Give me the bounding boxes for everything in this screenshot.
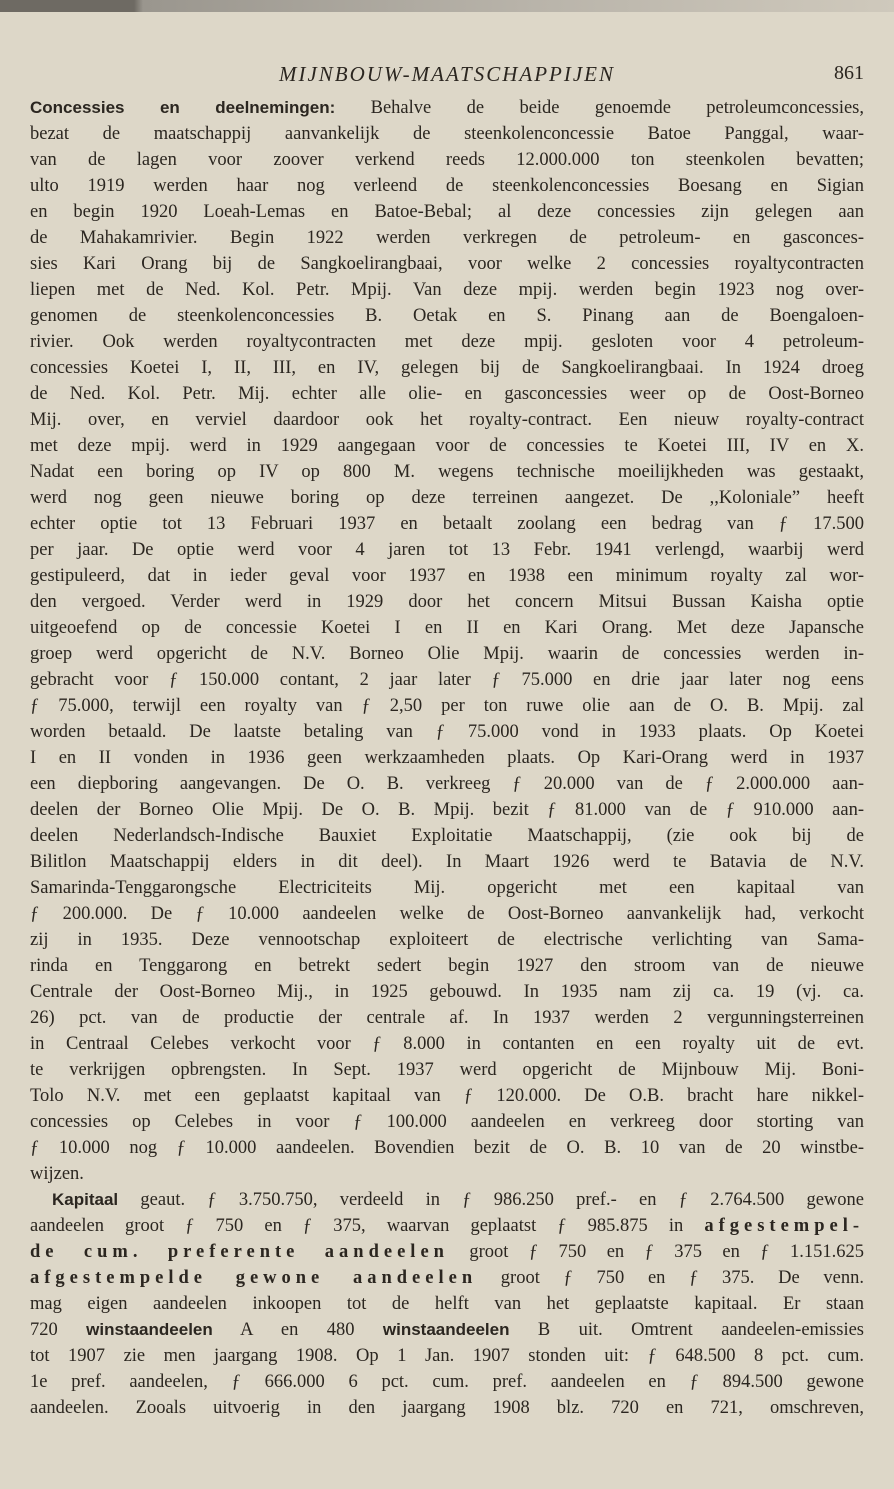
text-segment: van de lagen voor zoover verkend reeds 12.000.000 ton steenkolen bevatten; [30,150,864,170]
text-segment: groot ƒ 750 en ƒ 375. De venn. [477,1268,864,1288]
text-line [30,719,864,745]
text-line [30,771,864,797]
text-line [30,615,864,641]
text-segment: werd nog geen nieuwe boring op deze terreinen aangezet. De ,,Koloniale” heeft [30,488,864,508]
text-segment: genomen de steenkolenconcessies B. Oetak en S. Pinang aan de Boengaloen- [30,306,864,326]
text-line [30,901,864,927]
text-line [30,1291,864,1317]
text-line [30,641,864,667]
text-line [30,355,864,381]
text-segment: A en 480 [212,1320,383,1340]
text-line [30,979,864,1005]
text-segment: aandeelen groot ƒ 750 en ƒ 375, waarvan geplaatst ƒ 985.875 in [30,1216,705,1236]
text-line [30,381,864,407]
text-line [30,1005,864,1031]
text-line [30,563,864,589]
text-segment: Nadat een boring op IV op 800 M. wegens technische moeilijkheden was gestaakt, [30,462,864,482]
text-segment: rivier. Ook werden royaltycontracten met deze mpij. gesloten voor 4 petroleum- [30,332,864,352]
text-segment: aandeelen. Zooals uitvoerig in den jaargang 1908 blz. 720 en 721, omschreven, [30,1398,864,1418]
text-segment: 720 [30,1320,87,1340]
spaced-term: afgestempelde gewone aandeelen [30,1268,478,1288]
spaced-term: afgestempel- [704,1216,864,1236]
text-segment: per jaar. De optie werd voor 4 jaren tot 13 Febr. 1941 verlengd, waarbij werd [30,540,864,560]
text-segment: gestipuleerd, dat in ieder geval voor 1937 en 1938 een minimum royalty zal wor- [30,566,864,586]
text-segment: gebracht voor ƒ 150.000 contant, 2 jaar later ƒ 75.000 en drie jaar later nog eens [30,670,864,690]
text-segment: I en II vonden in 1936 geen werkzaamheden plaats. Op Kari-Orang werd in 1937 [30,748,864,768]
text-line [30,303,864,329]
text-line [30,745,864,771]
text-segment: een diepboring aangevangen. De O. B. verkreeg ƒ 20.000 van de ƒ 2.000.000 aan- [30,774,864,794]
text-line [30,1369,864,1395]
spaced-term: de cum. preferente aandeelen [30,1242,449,1262]
text-segment: Bilitlon Maatschappij elders in dit deel). In Maart 1926 werd te Batavia de N.V. [30,852,864,872]
text-line [30,953,864,979]
text-segment: met deze mpij. werd in 1929 aangegaan voor de concessies te Koetei III, IV en X. [30,436,864,456]
text-segment: sies Kari Orang bij de Sangkoelirangbaai, voor welke 2 concessies royaltycontracten [30,254,864,274]
text-segment: uitgeoefend op de concessie Koetei I en II en Kari Orang. Met deze Japansche [30,618,864,638]
text-segment: Tolo N.V. met een geplaatst kapitaal van ƒ 120.000. De O.B. bracht hare nikkel- [30,1086,864,1106]
text-segment: groep werd opgericht de N.V. Borneo Olie Mpij. waarin de concessies werden in- [30,644,864,664]
text-line [30,1187,864,1213]
text-segment: Behalve de beide genoemde petroleumconcessies, [335,98,864,118]
text-line [30,459,864,485]
text-line [30,225,864,251]
text-line [30,667,864,693]
text-segment: in Centraal Celebes verkocht voor ƒ 8.000 in contanten en een royalty uit de evt. [30,1034,864,1054]
text-segment: concessies Koetei I, II, III, en IV, gelegen bij de Sangkoelirangbaai. In 1924 droeg [30,358,864,378]
text-segment: deelen der Borneo Olie Mpij. De O. B. Mpij. bezit ƒ 81.000 van de ƒ 910.000 aan- [30,800,864,820]
running-title: MIJNBOUW-MAATSCHAPPIJEN [278,62,616,86]
scan-edge [0,0,894,12]
text-line [30,277,864,303]
text-segment: de Ned. Kol. Petr. Mij. echter alle olie- en gasconcessies weer op de Oost-Borneo [30,384,864,404]
text-line [30,407,864,433]
text-segment: 26) pct. van de productie der centrale af. In 1937 werden 2 vergunningsterreinen [30,1008,864,1028]
text-segment: bezat de maatschappij aanvankelijk de steenkolenconcessie Batoe Panggal, waar- [30,124,864,144]
text-line [30,1343,864,1369]
bold-term: winstaandeelen [86,1320,213,1339]
text-line [30,199,864,225]
text-segment: geaut. ƒ 3.750.750, verdeeld in ƒ 986.250 pref.- en ƒ 2.764.500 gewone [118,1190,864,1210]
text-segment: ƒ 10.000 nog ƒ 10.000 aandeelen. Bovendien bezit de O. B. 10 van de 20 winstbe- [30,1138,864,1158]
bold-term: winstaandeelen [382,1320,510,1339]
text-segment: wijzen. [30,1164,84,1184]
text-segment: den vergoed. Verder werd in 1929 door het concern Mitsui Bussan Kaisha optie [30,592,864,612]
text-line [30,537,864,563]
text-line [30,251,864,277]
text-segment: concessies op Celebes in voor ƒ 100.000 aandeelen en verkreeg door storting van [30,1112,864,1132]
text-line [30,1265,864,1291]
text-segment: Samarinda-Tenggarongsche Electriciteits Mij. opgericht met een kapitaal van [30,878,864,898]
text-line [30,927,864,953]
text-segment: en begin 1920 Loeah-Lemas en Batoe-Bebal; al deze concessies zijn gelegen aan [30,202,864,222]
text-segment: mag eigen aandeelen inkoopen tot de helft van het geplaatste kapitaal. Er staan [30,1294,864,1314]
text-line [30,511,864,537]
text-line [30,1135,864,1161]
bold-term: Kapitaal [52,1190,119,1209]
text-segment: tot 1907 zie men jaargang 1908. Op 1 Jan. 1907 stonden uit: ƒ 648.500 8 pct. cum. [30,1346,864,1366]
text-segment: deelen Nederlandsch-Indische Bauxiet Exploitatie Maatschappij, (zie ook bij de [30,826,864,846]
text-segment: liepen met de Ned. Kol. Petr. Mpij. Van deze mpij. werden begin 1923 nog over- [30,280,864,300]
text-line [30,1239,864,1265]
text-line [30,433,864,459]
text-line [30,1109,864,1135]
page-number: 861 [834,62,864,84]
text-segment: de Mahakamrivier. Begin 1922 werden verkregen de petroleum- en gasconces- [30,228,864,248]
text-segment: zij in 1935. Deze vennootschap exploiteert de electrische verlichting van Sama- [30,930,864,950]
text-line [30,797,864,823]
text-segment: echter optie tot 13 Februari 1937 en betaalt zoolang een bedrag van ƒ 17.500 [30,514,864,534]
text-line [30,849,864,875]
text-line [30,173,864,199]
text-segment: Centrale der Oost-Borneo Mij., in 1925 gebouwd. In 1935 nam zij ca. 19 (vj. ca. [30,982,864,1002]
text-line [30,823,864,849]
text-segment: groot ƒ 750 en ƒ 375 en ƒ 1.151.625 [448,1242,864,1262]
text-line [30,1057,864,1083]
text-segment: ƒ 200.000. De ƒ 10.000 aandeelen welke de Oost-Borneo aanvankelijk had, verkocht [30,904,864,924]
text-line [30,1395,864,1421]
text-line [30,121,864,147]
text-line [30,589,864,615]
text-line [30,329,864,355]
text-segment: ulto 1919 werden haar nog verleend de steenkolenconcessies Boesang en Sigian [30,176,864,196]
text-segment: ƒ 75.000, terwijl een royalty van ƒ 2,50 per ton ruwe olie aan de O. B. Mpij. zal [30,696,864,716]
text-segment: te verkrijgen opbrengsten. In Sept. 1937 werd opgericht de Mijnbouw Mij. Boni- [30,1060,864,1080]
body-text [30,95,864,1421]
text-segment: rinda en Tenggarong en betrekt sedert begin 1927 den stroom van de nieuwe [30,956,864,976]
text-segment: 1e pref. aandeelen, ƒ 666.000 6 pct. cum. pref. aandeelen en ƒ 894.500 gewone [30,1372,864,1392]
page-header [30,60,864,90]
text-line [30,485,864,511]
text-line [30,1213,864,1239]
text-line [30,95,864,121]
text-segment: Mij. over, en verviel daardoor ook het royalty-contract. Een nieuw royalty-contract [30,410,864,430]
text-line [30,147,864,173]
text-line [30,693,864,719]
text-segment: worden betaald. De laatste betaling van ƒ 75.000 vond in 1933 plaats. Op Koetei [30,722,864,742]
text-line [30,1161,864,1187]
text-segment: B uit. Omtrent aandeelen-emissies [509,1320,864,1340]
bold-term: Concessies en deelnemingen: [30,98,336,117]
text-line [30,1317,864,1343]
text-line [30,875,864,901]
text-line [30,1031,864,1057]
text-line [30,1083,864,1109]
